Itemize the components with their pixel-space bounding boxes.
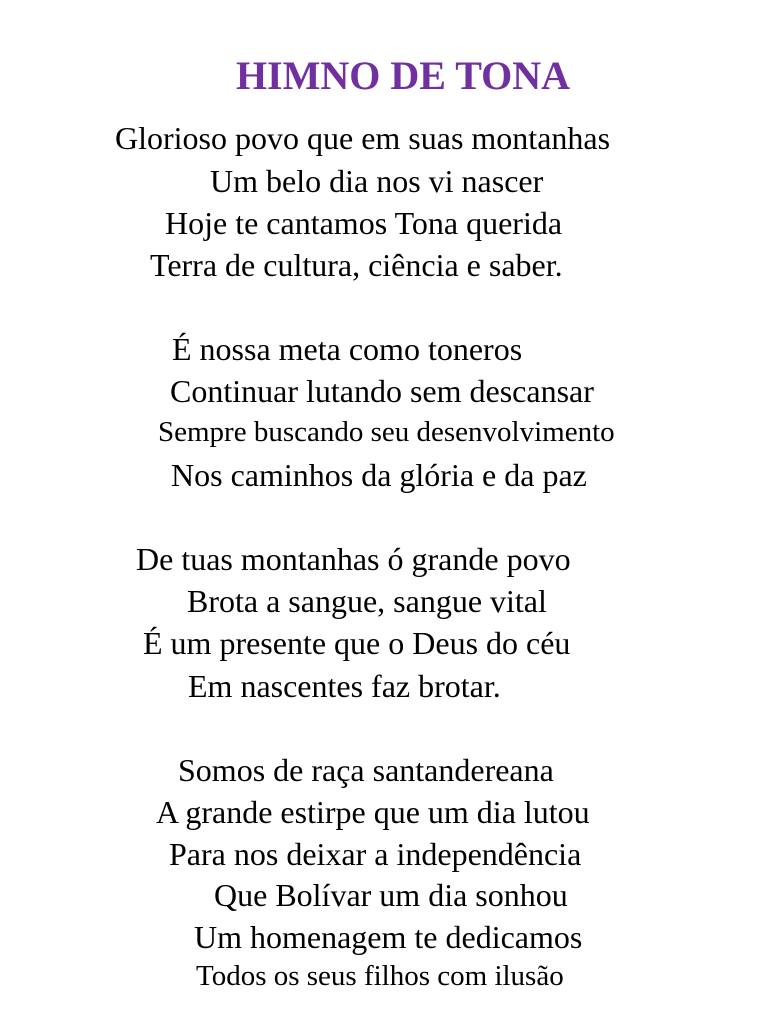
verse-line: De tuas montanhas ó grande povo: [136, 541, 571, 577]
verse-line: Sempre buscando seu desenvolvimento: [158, 416, 615, 448]
verse-line: Brota a sangue, sangue vital: [187, 583, 547, 619]
hymn-title: HIMNO DE TONA: [235, 53, 571, 98]
verse-line: Para nos deixar a independência: [169, 836, 582, 872]
verse-line: É nossa meta como toneros: [172, 331, 523, 367]
verse-line: Continuar lutando sem descansar: [170, 373, 594, 409]
verse-line: Nos caminhos da glória e da paz: [171, 457, 587, 493]
verse-line: Hoje te cantamos Tona querida: [165, 205, 563, 241]
verse-line: Somos de raça santandereana: [178, 752, 554, 788]
verse-line: Glorioso povo que em suas montanhas: [115, 120, 611, 156]
verse-line: É um presente que o Deus do céu: [143, 625, 571, 661]
verse-line: Todos os seus filhos com ilusão: [196, 960, 564, 992]
verse-line: Um belo dia nos vi nascer: [210, 163, 544, 199]
verse-line: Que Bolívar um dia sonhou: [214, 877, 568, 913]
verse-line: Terra de cultura, ciência e saber.: [150, 247, 563, 283]
verse-line: Em nascentes faz brotar.: [188, 668, 501, 704]
verse-line: A grande estirpe que um dia lutou: [156, 794, 590, 830]
verse-line: Um homenagem te dedicamos: [194, 919, 583, 955]
